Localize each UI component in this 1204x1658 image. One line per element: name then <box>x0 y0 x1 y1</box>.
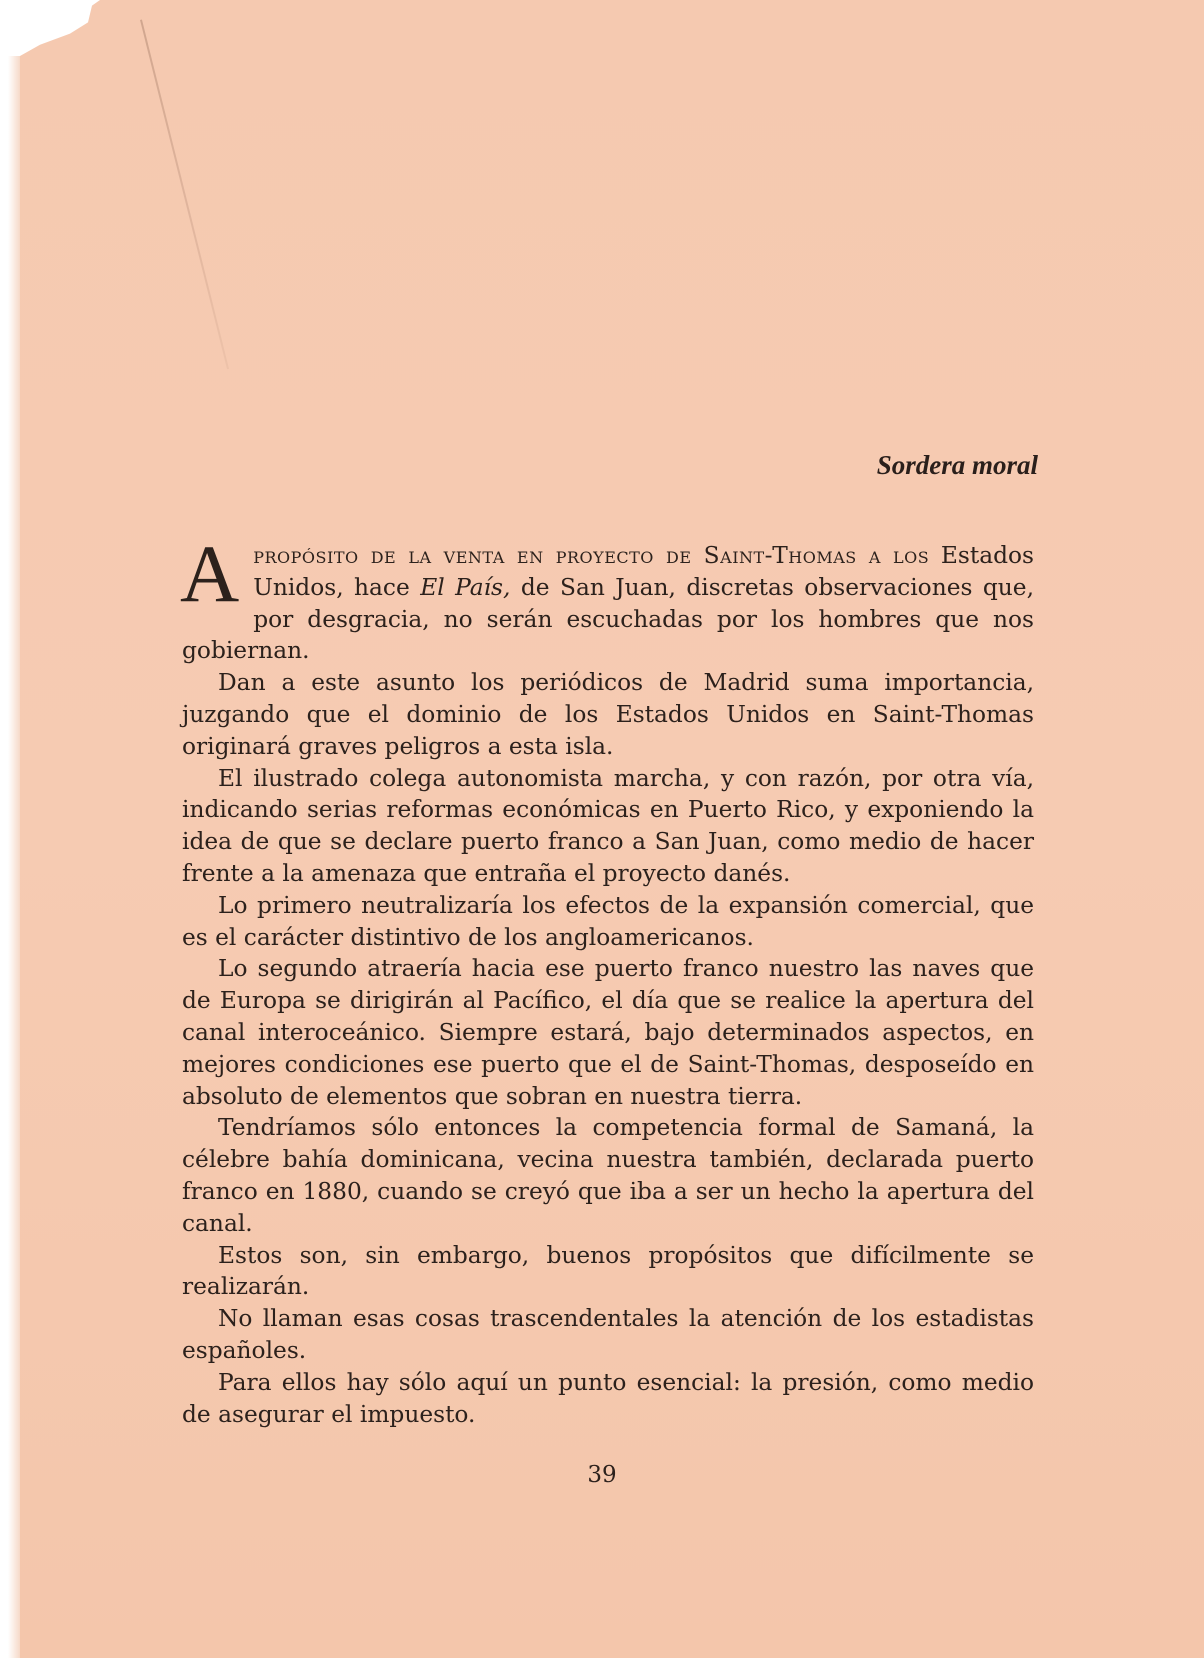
paragraph: Lo segundo atraería hacia ese puerto franco nuestro las naves que de Europa se dirigirán al Pacífico, el día que se realice la apertura del canal interoceánico. Siempre estará, bajo determinados aspectos, en mejores condiciones ese puerto que el de Saint-Thomas, desposeído en absoluto de elementos que sobran en nuestra tierra. <box>182 955 1034 1110</box>
paragraph: Dan a este asunto los periódicos de Madrid suma importancia, juzgando que el dominio de los Estados Unidos en Saint-Thomas originará graves peligros a esta isla. <box>182 669 1034 760</box>
page-edge <box>0 0 20 1658</box>
page-number: 39 <box>587 1462 617 1488</box>
paragraph: Para ellos hay sólo aquí un punto esencial: la presión, como medio de asegurar el impuesto. <box>182 1368 1034 1428</box>
paragraph: Lo primero neutralizaría los efectos de la expansión comercial, que es el carácter distintivo de los angloamericanos. <box>182 891 1034 951</box>
paragraph-first <box>180 528 1035 667</box>
text-after-italic: de San Juan, discretas observaciones que, por desgracia, no serán escuchadas por los hombres que nos gobiernan. <box>182 573 1034 665</box>
paragraph: No llaman esas cosas trascendentales la atención de los estadistas españoles. <box>182 1305 1034 1364</box>
newspaper-name: El País, <box>420 573 511 601</box>
text-before-italic: Estados Unidos, hace <box>253 542 1035 601</box>
lead-small-caps: propósito de la venta en proyecto de Saint-Thomas a los <box>253 542 930 569</box>
paragraph: El ilustrado colega autonomista marcha, y con razón, por otra vía, indicando serias reformas económicas en Puerto Rico, y exponiendo la idea de que se declare puerto franco a San Juan, como medio de hacer frente a la amenaza que entraña el proyecto danés. <box>182 764 1034 887</box>
paragraph: Tendríamos sólo entonces la competencia formal de Samaná, la célebre bahía dominicana, vecina nuestra también, declarada puerto franco en 1880, cuando se creyó que iba a ser un hecho la apertura del canal. <box>182 1114 1034 1237</box>
paragraph: Estos son, sin embargo, buenos propósitos que difícilmente se realizarán. <box>182 1241 1034 1301</box>
drop-cap: A <box>180 528 240 619</box>
article-title: Sordera moral <box>876 450 1038 480</box>
article-body <box>180 528 1035 1430</box>
